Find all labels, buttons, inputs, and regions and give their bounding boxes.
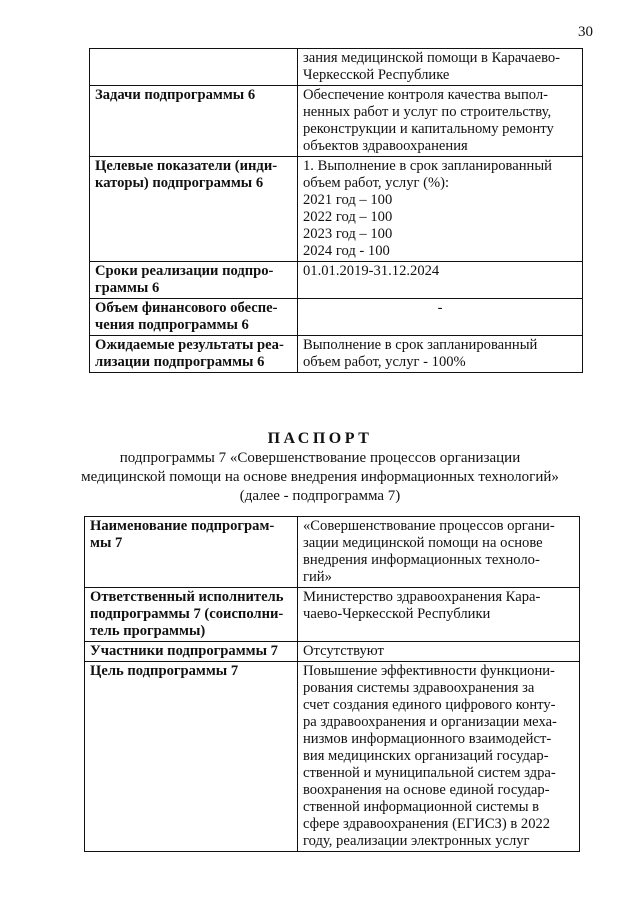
text-line: году, реализации электронных услуг: [303, 833, 530, 849]
row-label: Участники подпрограммы 7: [85, 642, 298, 662]
text-line: ственной и муниципальной систем здра-: [303, 765, 556, 781]
table-row: [85, 588, 580, 642]
subprogram-7-passport-table: [84, 516, 580, 852]
row-value: [298, 157, 583, 262]
text-line: 01.01.2019-31.12.2024: [303, 263, 440, 279]
text-line: счет создания единого цифрового конту-: [303, 697, 556, 713]
text-line: зации медицинской помощи на основе: [303, 535, 543, 551]
text-line: гий»: [303, 569, 332, 585]
text-line: 2024 год - 100: [303, 243, 390, 259]
text-line: объектов здравоохранения: [303, 138, 468, 154]
row-label: Ожидаемые результаты реа- лизации подпрограммы 6: [90, 336, 298, 373]
row-value: [298, 49, 583, 86]
table-row: [90, 157, 583, 262]
text-line: объем работ, услуг (%):: [303, 175, 450, 191]
passport-subtitle: [0, 449, 640, 506]
table-row: [90, 299, 583, 336]
text-line: объем работ, услуг - 100%: [303, 354, 466, 370]
text-line: низмов информационного взаимодейст-: [303, 731, 552, 747]
table-row: [90, 49, 583, 86]
text-line: Повышение эффективности функциони-: [303, 663, 555, 679]
text-line: воохранения на основе единой государ-: [303, 782, 550, 798]
row-label: Целевые показатели (инди- каторы) подпрограммы 6: [90, 157, 298, 262]
text-line: ственной информационной системы в: [303, 799, 540, 815]
text-line: Выполнение в срок запланированный: [303, 337, 538, 353]
table-row: [85, 662, 580, 852]
row-label-empty: [90, 49, 298, 86]
text-line: зания медицинской помощи в Карачаево-: [303, 50, 561, 66]
row-label: Наименование подпрограм- мы 7: [85, 517, 298, 588]
text-line: Отсутствуют: [303, 643, 384, 659]
row-value: [298, 86, 583, 157]
text-line: 2023 год – 100: [303, 226, 393, 242]
text-line: рования системы здравоохранения за: [303, 680, 535, 696]
subtitle-line: подпрограммы 7 «Совершенствование процессов организации: [119, 450, 521, 466]
row-value: [298, 642, 580, 662]
text-line: ненных работ и услуг по строительству,: [303, 104, 552, 120]
text-line: Министерство здравоохранения Кара-: [303, 589, 541, 605]
text-line: внедрения информационных техноло-: [303, 552, 540, 568]
text-line: -: [437, 300, 443, 316]
text-line: вия медицинских организаций государ-: [303, 748, 549, 764]
text-line: 2021 год – 100: [303, 192, 393, 208]
row-value: [298, 262, 583, 299]
row-value: [298, 588, 580, 642]
row-label: Задачи подпрограммы 6: [90, 86, 298, 157]
text-line: чаево-Черкесской Республики: [303, 606, 491, 622]
row-label: Объем финансового обеспе- чения подпрограммы 6: [90, 299, 298, 336]
row-value: [298, 517, 580, 588]
row-value: [298, 299, 583, 336]
row-label: Ответственный исполнитель подпрограммы 7 (соисполни- тель программы): [85, 588, 298, 642]
text-line: сфере здравоохранения (ЕГИСЗ) в 2022: [303, 816, 551, 832]
subtitle-line: медицинской помощи на основе внедрения информационных технологий»: [81, 469, 559, 485]
table-row: [90, 336, 583, 373]
text-line: 2022 год – 100: [303, 209, 393, 225]
text-line: Черкесской Республике: [303, 67, 450, 83]
subprogram-6-passport-table: [89, 48, 583, 373]
subtitle-line: (далее - подпрограмма 7): [239, 488, 401, 504]
text-line: реконструкции и капитальному ремонту: [303, 121, 554, 137]
passport-title: ПАСПОРТ: [267, 430, 373, 447]
row-label: Сроки реализации подпро- граммы 6: [90, 262, 298, 299]
table-row: [85, 642, 580, 662]
page-number: 30: [578, 24, 593, 40]
table-row: [85, 517, 580, 588]
text-line: «Совершенствование процессов органи-: [303, 518, 555, 534]
text-line: 1. Выполнение в срок запланированный: [303, 158, 552, 174]
row-value: [298, 336, 583, 373]
table-row: [90, 86, 583, 157]
row-label: Цель подпрограммы 7: [85, 662, 298, 852]
row-value: [298, 662, 580, 852]
table-row: [90, 262, 583, 299]
text-line: Обеспечение контроля качества выпол-: [303, 87, 549, 103]
text-line: ра здравоохранения и организации меха-: [303, 714, 557, 730]
